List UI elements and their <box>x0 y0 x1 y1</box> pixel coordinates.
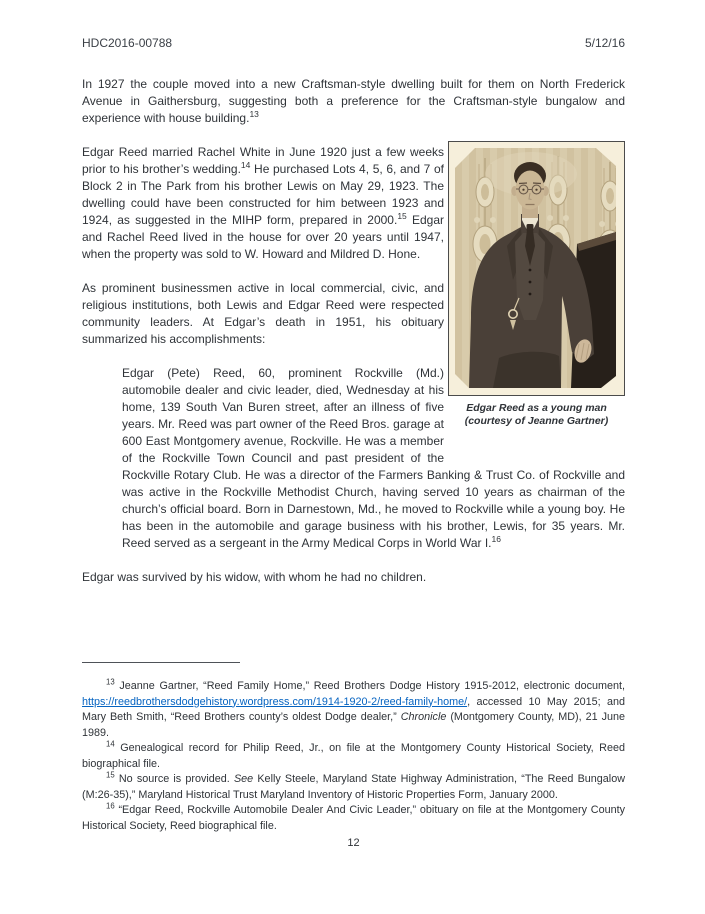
footnotes-section <box>82 662 625 834</box>
footnote-13 <box>82 679 625 741</box>
portrait-photo <box>448 141 625 396</box>
footnote-title-italic: Chronicle <box>400 711 447 723</box>
footnote-16-number: 16 <box>106 801 115 811</box>
photo-caption-line1: Edgar Reed as a young man <box>466 402 607 414</box>
portrait-figure <box>448 141 625 428</box>
photo-caption <box>448 402 625 428</box>
footnote-14-number: 14 <box>106 739 115 749</box>
footnote-ref-16[interactable]: 16 <box>491 534 501 544</box>
footnote-13-number: 13 <box>106 677 115 687</box>
footnote-text: Genealogical record for Philip Reed, Jr., on file at the Montgomery County Historical Society, Reed biographical file. <box>82 742 625 770</box>
portrait-photo-illustration <box>455 148 617 389</box>
paragraph-text: Edgar Reed married Rachel White in June 1920 just a few weeks prior to his brother’s wedding. <box>82 145 444 176</box>
footnote-ref-14[interactable]: 14 <box>240 160 251 170</box>
doc-number: HDC2016-00788 <box>82 36 173 50</box>
paragraph-survived: Edgar was survived by his widow, with whom he had no children. <box>82 570 427 584</box>
footnote-15 <box>82 772 625 803</box>
paragraph-text: Edgar and Rachel Reed lived in the house for over 20 years until 1947, when the property was sold to W. Howard and Mildred D. Hone. <box>82 213 444 261</box>
footnote-text: Kelly Steele, Maryland State Highway Administration, “The Reed Bungalow (M:26-35),” Maryland Historical Trust Maryland Inventory of Historic Properties Form, January 2000. <box>82 773 626 801</box>
footnote-ref-13[interactable]: 13 <box>249 109 259 119</box>
footnote-text: Jeanne Gartner, “Reed Family Home,” Reed Brothers Dodge History 1915-2012, electronic document, <box>114 680 625 692</box>
paragraph-text: He purchased Lots 4, 5, 6, and 7 of Block 2 in The Park from his brother Lewis on May 29, 1923. The dwelling could have been constructed for him between 1923 and 1924, as suggested in the MIHP form, prepared in 2000. <box>82 162 445 227</box>
footnote-15-number: 15 <box>106 770 115 780</box>
footnote-ref-15[interactable]: 15 <box>397 211 407 221</box>
footnote-text: , accessed 10 May 2015; and Mary Beth Smith, “Reed Brothers county’s oldest Dodge dealer,” <box>82 695 625 723</box>
document-body <box>82 76 625 586</box>
paragraph-community: As prominent businessmen active in local commercial, civic, and religious institutions, both Lewis and Edgar Reed were respected community leaders. At Edgar’s death in 1951, his obituary summarized his accomplishments: <box>82 281 444 346</box>
footnote-text: No source is provided. <box>114 773 234 785</box>
photo-caption-line2: (courtesy of Jeanne Gartner) <box>464 415 609 427</box>
footnote-16 <box>82 803 625 834</box>
page-header <box>82 36 625 50</box>
footnote-separator <box>82 662 240 663</box>
page-number: 12 <box>347 837 360 849</box>
paragraph-craftsman <box>82 76 625 127</box>
footnote-text: “Edgar Reed, Rockville Automobile Dealer And Civic Leader,” obituary on file at the Montgomery County Historical Society, Reed biographical file. <box>82 804 625 832</box>
paragraph-text: In 1927 the couple moved into a new Craftsman-style dwelling built for them on North Frederick Avenue in Gaithersburg, suggesting both a preference for the Craftsman-style bungalow and experience with house building. <box>82 77 625 125</box>
quote-text: Edgar (Pete) Reed, 60, prominent Rockville (Md.) automobile dealer and civic leader, died, Wednesday at his home, 139 South Van Buren street, after an illness of five years. Mr. Reed was part owner of the Reed Bros. garage at 600 East Montgomery avenue, Rockville. He was a member of the Rockville Town Council and past president of the Rockville Rotary Club. He was a director of the Farmers Banking & Trust Co. of Rockville and was active in the Rockville Methodist Church, having served 10 years as chairman of the church’s official board. Born in Darnestown, Md., he moved to Rockville while a young boy. He has been in the automobile and garage business with his brother, Lewis, for 35 years. Mr. Reed served as a sergeant in the Army Medical Corps in World War I. <box>122 366 625 550</box>
footnote-see-italic: See <box>233 773 254 785</box>
footnote-14 <box>82 741 625 772</box>
header-date: 5/12/16 <box>584 36 625 50</box>
footnote-text: (Montgomery County, MD), 21 June 1989. <box>82 711 625 739</box>
footnote-13-link[interactable]: https://reedbrothersdodgehistory.wordpress.com/1914-1920-2/reed-family-home/ <box>82 695 468 708</box>
